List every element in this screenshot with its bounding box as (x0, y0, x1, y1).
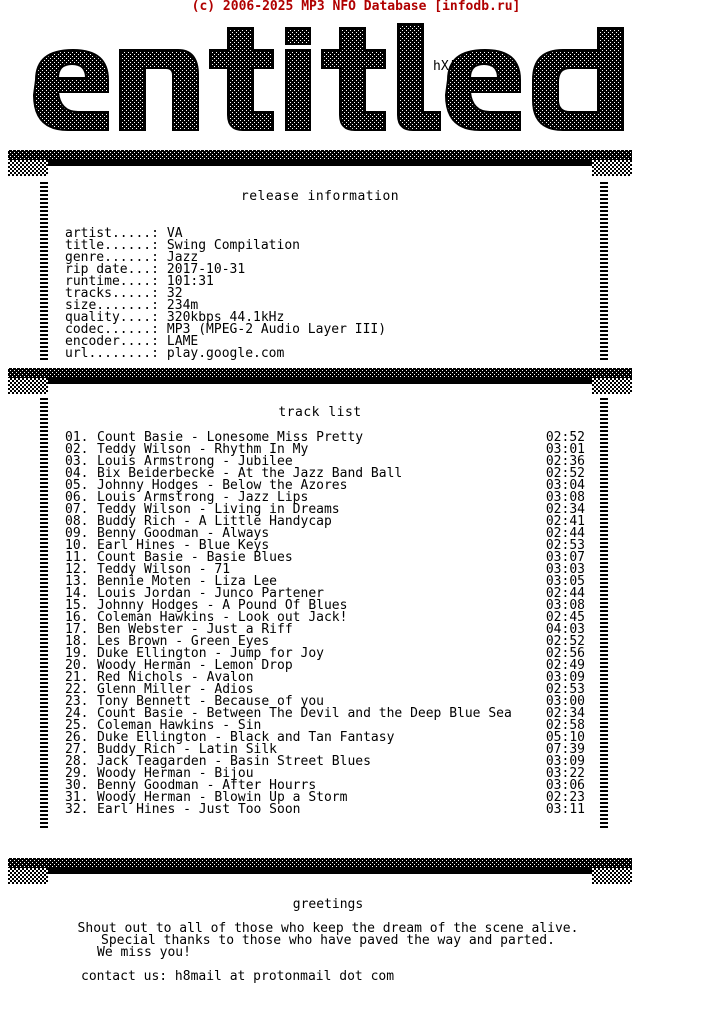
track-number: 24. (65, 706, 89, 721)
release-field-value: 32 (166, 286, 183, 301)
track-number: 07. (65, 502, 89, 517)
greetings-line: Special thanks to those who have paved the way and parted. (101, 933, 555, 948)
track-number: 11. (65, 550, 89, 565)
track-duration: 03:07 (545, 550, 585, 565)
track-name: Teddy Wilson - Living in Dreams (97, 502, 340, 517)
release-field-label: artist.....: (65, 226, 159, 241)
track-number: 05. (65, 478, 89, 493)
track-number: 15. (65, 598, 89, 613)
track-name: Red Nichols - Avalon (97, 670, 254, 685)
track-name: Ben Webster - Just a Riff (97, 622, 293, 637)
header-link[interactable]: (c) 2006-2025 MP3 NFO Database [infodb.ru] (191, 0, 521, 14)
release-field-label: quality....: (65, 310, 159, 325)
track-name: Teddy Wilson - Rhythm In My (97, 442, 309, 457)
track-number: 09. (65, 526, 89, 541)
track-duration: 02:36 (545, 454, 585, 469)
release-field-label: tracks.....: (65, 286, 159, 301)
track-name: Woody Herman - Blowin Up a Storm (97, 790, 348, 805)
track-number: 08. (65, 514, 89, 529)
track-number: 01. (65, 430, 89, 445)
release-field-label: encoder....: (65, 334, 159, 349)
track-duration: 03:08 (545, 598, 585, 613)
track-number: 21. (65, 670, 89, 685)
track-number: 19. (65, 646, 89, 661)
track-row (65, 804, 585, 816)
track-name: Coleman Hawkins - Look out Jack! (97, 610, 348, 625)
track-name: Teddy Wilson - 71 (97, 562, 231, 577)
track-duration: 03:22 (545, 766, 585, 781)
track-name: Louis Jordan - Junco Partener (97, 586, 324, 601)
track-duration: 02:52 (545, 430, 585, 445)
track-duration: 02:53 (545, 538, 585, 553)
release-field-label: url........: (65, 346, 159, 361)
track-name: Count Basie - Basie Blues (97, 550, 293, 565)
release-field-label: size.......: (65, 298, 159, 313)
track-name: Bennie Moten - Liza Lee (97, 574, 278, 589)
track-name: Buddy Rich - Latin Silk (97, 742, 278, 757)
track-name: Bix Beiderbecke - At the Jazz Band Ball (97, 466, 403, 481)
release-field-value: 101:31 (166, 274, 214, 289)
greetings-heading: greetings (292, 897, 364, 912)
track-duration: 02:56 (545, 646, 585, 661)
release-field-value: Swing Compilation (166, 238, 300, 253)
track-name: Earl Hines - Just Too Soon (97, 802, 301, 817)
track-duration: 03:04 (545, 478, 585, 493)
release-field-label: title......: (65, 238, 159, 253)
track-duration: 02:34 (545, 706, 585, 721)
track-name: Jack Teagarden - Basin Street Blues (97, 754, 371, 769)
right-border (600, 180, 608, 360)
track-duration: 02:23 (545, 790, 585, 805)
release-field-label: codec......: (65, 322, 159, 337)
track-duration: 03:00 (545, 694, 585, 709)
track-duration: 03:06 (545, 778, 585, 793)
track-name: Coleman Hawkins - Sin (97, 718, 262, 733)
release-field-label: rip date...: (65, 262, 159, 277)
track-number: 12. (65, 562, 89, 577)
track-duration: 02:52 (545, 634, 585, 649)
track-duration: 02:49 (545, 658, 585, 673)
track-name: Duke Ellington - Jump for Joy (97, 646, 324, 661)
track-duration: 03:01 (545, 442, 585, 457)
track-number: 31. (65, 790, 89, 805)
track-duration: 03:08 (545, 490, 585, 505)
track-number: 10. (65, 538, 89, 553)
release-info-heading: release information (240, 189, 400, 204)
greetings-line: We miss you! (97, 945, 191, 960)
release-field-value: 320kbps 44.1kHz (166, 310, 285, 325)
release-field-value: VA (166, 226, 183, 241)
track-name: Duke Ellington - Black and Tan Fantasy (97, 730, 395, 745)
track-duration: 07:39 (545, 742, 585, 757)
track-duration: 02:53 (545, 682, 585, 697)
track-duration: 02:34 (545, 502, 585, 517)
track-number: 03. (65, 454, 89, 469)
track-name: Louis Armstrong - Jubilee (97, 454, 293, 469)
section-divider-greetings (8, 858, 632, 892)
track-name: Benny Goodman - Always (97, 526, 270, 541)
track-number: 29. (65, 766, 89, 781)
release-field (65, 348, 284, 360)
track-duration: 02:44 (545, 526, 585, 541)
track-duration: 02:58 (545, 718, 585, 733)
track-number: 14. (65, 586, 89, 601)
track-duration: 03:05 (545, 574, 585, 589)
track-number: 16. (65, 610, 89, 625)
track-duration: 03:09 (545, 754, 585, 769)
track-number: 32. (65, 802, 89, 817)
track-name: Benny Goodman - After Hourrs (97, 778, 317, 793)
track-number: 02. (65, 442, 89, 457)
track-duration: 02:52 (545, 466, 585, 481)
track-number: 25. (65, 718, 89, 733)
release-field-value: MP3 (MPEG-2 Audio Layer III) (166, 322, 387, 337)
track-number: 22. (65, 682, 89, 697)
track-duration: 05:10 (545, 730, 585, 745)
track-name: Count Basie - Between The Devil and the Deep Blue Sea (97, 706, 512, 721)
track-duration: 04:03 (545, 622, 585, 637)
entitled-logo (28, 20, 628, 145)
track-name: Tony Bennett - Because of you (97, 694, 324, 709)
track-name: Louis Armstrong - Jazz Lips (97, 490, 309, 505)
release-field-value: play.google.com (166, 346, 285, 361)
track-number: 20. (65, 658, 89, 673)
track-number: 26. (65, 730, 89, 745)
track-name: Count Basie - Lonesome Miss Pretty (97, 430, 364, 445)
track-number: 28. (65, 754, 89, 769)
track-number: 30. (65, 778, 89, 793)
track-duration: 02:44 (545, 586, 585, 601)
release-field-value: Jazz (166, 250, 199, 265)
track-name: Earl Hines - Blue Keys (97, 538, 270, 553)
track-duration: 03:11 (545, 802, 585, 817)
track-name: Glenn Miller - Adios (97, 682, 254, 697)
section-divider-tracks (8, 368, 632, 402)
track-name: Les Brown - Green Eyes (97, 634, 270, 649)
greetings-line: Shout out to all of those who keep the dream of the scene alive. (77, 921, 579, 936)
track-number: 06. (65, 490, 89, 505)
track-name: Buddy Rich - A Little Handycap (97, 514, 332, 529)
release-field-value: 234m (166, 298, 199, 313)
left-border (40, 398, 48, 828)
track-name: Woody Herman - Bijou (97, 766, 254, 781)
track-number: 04. (65, 466, 89, 481)
section-divider-top (8, 150, 632, 184)
track-duration: 02:41 (545, 514, 585, 529)
track-name: Johnny Hodges - A Pound Of Blues (97, 598, 348, 613)
track-number: 13. (65, 574, 89, 589)
release-field-label: runtime....: (65, 274, 159, 289)
track-duration: 02:45 (545, 610, 585, 625)
track-duration: 03:03 (545, 562, 585, 577)
track-duration: 03:09 (545, 670, 585, 685)
track-number: 17. (65, 622, 89, 637)
track-name: Johnny Hodges - Below the Azores (97, 478, 348, 493)
release-field-value: LAME (166, 334, 199, 349)
logo-tag: hX! (433, 59, 457, 74)
track-number: 18. (65, 634, 89, 649)
right-border (600, 398, 608, 828)
tracklist-heading: track list (278, 405, 362, 420)
left-border (40, 180, 48, 360)
track-number: 27. (65, 742, 89, 757)
contact-line: contact us: h8mail at protonmail dot com (81, 969, 395, 984)
release-field-label: genre......: (65, 250, 159, 265)
track-name: Woody Herman - Lemon Drop (97, 658, 293, 673)
release-field-value: 2017-10-31 (166, 262, 246, 277)
track-number: 23. (65, 694, 89, 709)
